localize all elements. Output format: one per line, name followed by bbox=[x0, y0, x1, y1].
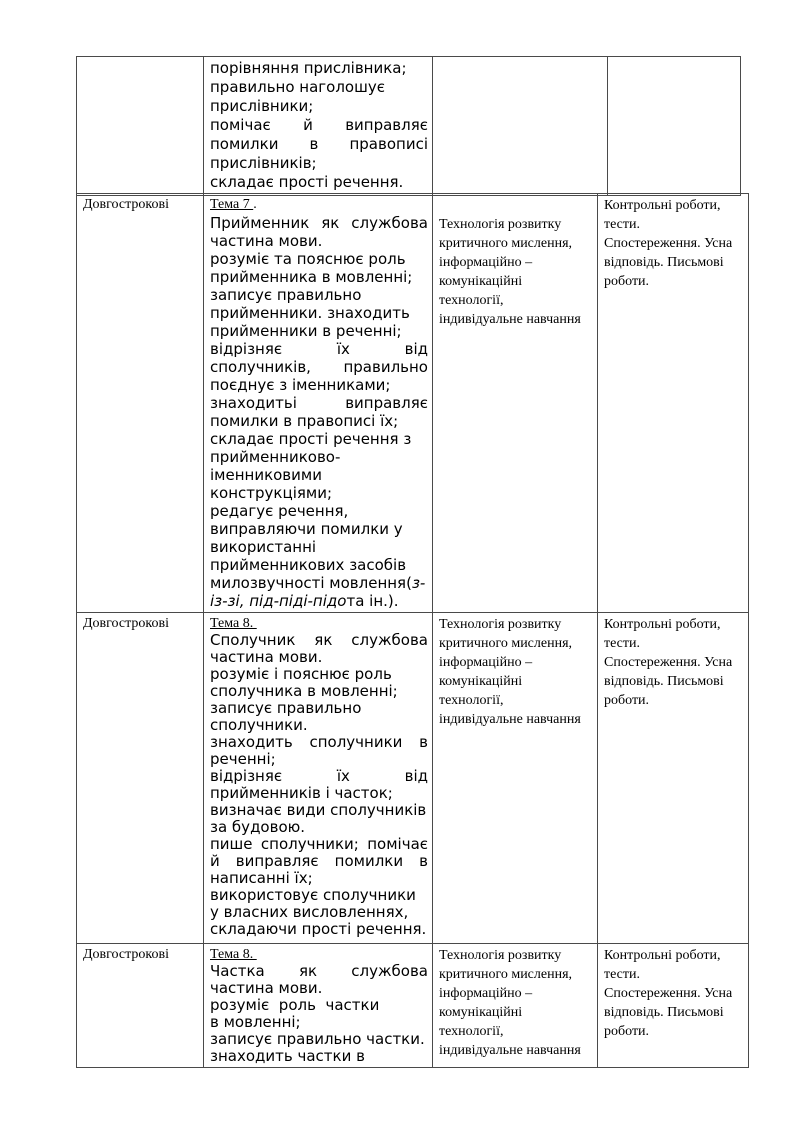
text-segment: написанні їх; bbox=[210, 869, 313, 887]
text-line: Контрольні роботи, bbox=[604, 617, 721, 632]
text-line: роботи. bbox=[604, 1024, 650, 1039]
cell-assessment bbox=[598, 944, 749, 1068]
text-segment: записує правильно частки. bbox=[210, 1030, 425, 1048]
text-segment: редагує речення, bbox=[210, 502, 349, 520]
text-line: технології, bbox=[439, 693, 504, 708]
text-line bbox=[210, 734, 428, 751]
text-line bbox=[210, 870, 428, 887]
text-line bbox=[210, 751, 428, 768]
text-segment: порівняння прислівника; bbox=[210, 59, 407, 77]
table-row bbox=[77, 944, 749, 1068]
text-line bbox=[210, 154, 428, 173]
text-line: Спостереження. Усна bbox=[604, 236, 733, 251]
activity-type-label: Довгострокові bbox=[83, 947, 169, 962]
cell-learning-outcomes bbox=[204, 613, 433, 944]
text-line: Технологія розвитку bbox=[439, 217, 562, 232]
text-segment: складаючи прості речення. bbox=[210, 920, 427, 938]
theme-title bbox=[210, 196, 428, 214]
text-segment: із-зі, під-піді-підо bbox=[210, 592, 347, 610]
text-segment: реченні; bbox=[210, 750, 276, 768]
cell-assessment bbox=[598, 194, 749, 613]
text-segment: помилки в правописі їх; bbox=[210, 412, 399, 430]
text-segment: використовує сполучники bbox=[210, 886, 416, 904]
text-line bbox=[210, 632, 428, 649]
text-segment: розуміє і пояснює роль bbox=[210, 665, 392, 683]
text-line: Технологія розвитку bbox=[439, 617, 562, 632]
text-segment: записує правильно bbox=[210, 699, 362, 717]
text-line: комунікаційні bbox=[439, 274, 523, 289]
text-segment: й виправляє помилки в bbox=[210, 852, 428, 870]
table-row bbox=[77, 194, 749, 613]
text-segment: прийменника в мовленні; bbox=[210, 268, 413, 286]
activity-type-label: Довгострокові bbox=[83, 197, 169, 212]
text-line: відповідь. Письмові bbox=[604, 255, 724, 270]
text-line bbox=[210, 286, 428, 304]
text-segment: з- bbox=[411, 574, 426, 592]
text-line: Контрольні роботи, bbox=[604, 948, 721, 963]
text-line bbox=[210, 717, 428, 734]
text-line bbox=[210, 59, 428, 78]
text-segment: сполучники. bbox=[210, 716, 308, 734]
text-line bbox=[210, 250, 428, 268]
cell-assessment bbox=[598, 613, 749, 944]
text-segment: конструкціями; bbox=[210, 484, 333, 502]
text-segment: знаходить частки в bbox=[210, 1047, 365, 1065]
text-line bbox=[210, 358, 428, 376]
text-line: відповідь. Письмові bbox=[604, 674, 724, 689]
text-line bbox=[210, 921, 428, 938]
text-segment: у власних висловленнях, bbox=[210, 903, 409, 921]
text-segment: прислівники; bbox=[210, 97, 314, 115]
text-line: відповідь. Письмові bbox=[604, 1005, 724, 1020]
text-line: тести. bbox=[604, 217, 641, 232]
text-line: комунікаційні bbox=[439, 1005, 523, 1020]
text-segment: частина мови. bbox=[210, 232, 323, 250]
text-line: Технологія розвитку bbox=[439, 948, 562, 963]
curriculum-table-continuation bbox=[76, 56, 741, 196]
text-segment: знаходитьі виправляє bbox=[210, 394, 428, 412]
text-line bbox=[210, 785, 428, 802]
text-segment: складає прості речення з bbox=[210, 430, 412, 448]
cell-technologies bbox=[433, 194, 598, 613]
text-line bbox=[210, 980, 428, 997]
text-line: тести. bbox=[604, 967, 641, 982]
theme-title bbox=[210, 615, 428, 632]
text-line: технології, bbox=[439, 293, 504, 308]
text-line bbox=[210, 666, 428, 683]
text-line bbox=[210, 448, 428, 466]
text-line bbox=[210, 836, 428, 853]
text-segment: поєднує з іменниками; bbox=[210, 376, 391, 394]
text-segment: виправляючи помилки у bbox=[210, 520, 403, 538]
cell-activity-type bbox=[77, 613, 204, 944]
text-line bbox=[439, 196, 593, 215]
text-segment: прийменники. знаходить bbox=[210, 304, 410, 322]
text-line: Контрольні роботи, bbox=[604, 198, 721, 213]
text-line bbox=[210, 1014, 428, 1031]
text-segment: розуміє та пояснює роль bbox=[210, 250, 406, 268]
cell-learning-outcomes bbox=[204, 194, 433, 613]
text-segment: використанні bbox=[210, 538, 317, 556]
text-line bbox=[210, 963, 428, 980]
text-line bbox=[210, 649, 428, 666]
text-line: критичного мислення, bbox=[439, 236, 573, 251]
text-segment: за будовою. bbox=[210, 818, 306, 836]
text-line bbox=[210, 484, 428, 502]
text-line: критичного мислення, bbox=[439, 636, 573, 651]
text-line: комунікаційні bbox=[439, 674, 523, 689]
text-line bbox=[210, 683, 428, 700]
text-line: індивідуальне навчання bbox=[439, 712, 581, 727]
text-line bbox=[210, 268, 428, 286]
text-segment: відрізняє їх від bbox=[210, 340, 428, 358]
text-segment: Тема 7 bbox=[210, 197, 254, 212]
text-segment: в мовленні; bbox=[210, 1013, 301, 1031]
cell-activity-type bbox=[77, 194, 204, 613]
text-segment: розуміє роль частки bbox=[210, 996, 380, 1014]
text-line bbox=[210, 520, 428, 538]
text-line: роботи. bbox=[604, 274, 650, 289]
text-segment: складає прості речення. bbox=[210, 173, 404, 191]
text-segment: визначає види сполучників bbox=[210, 801, 427, 819]
text-line: інформаційно – bbox=[439, 255, 533, 270]
table-row bbox=[77, 613, 749, 944]
text-line bbox=[210, 1048, 428, 1065]
cell-learning-outcomes bbox=[204, 57, 433, 196]
text-line bbox=[210, 592, 428, 610]
text-line bbox=[210, 78, 428, 97]
text-segment: милозвучності мовлення( bbox=[210, 574, 412, 592]
text-line bbox=[210, 214, 428, 232]
text-segment: іменниковими bbox=[210, 466, 322, 484]
text-line bbox=[210, 304, 428, 322]
text-segment: прийменниково- bbox=[210, 448, 341, 466]
text-line: інформаційно – bbox=[439, 986, 533, 1001]
text-line bbox=[210, 853, 428, 870]
text-line: технології, bbox=[439, 1024, 504, 1039]
text-line bbox=[210, 700, 428, 717]
text-line bbox=[210, 97, 428, 116]
cell-technologies bbox=[433, 57, 608, 196]
text-segment: Прийменник як службова bbox=[210, 214, 428, 232]
text-line bbox=[210, 340, 428, 358]
text-line: інформаційно – bbox=[439, 655, 533, 670]
text-line bbox=[210, 394, 428, 412]
text-segment: частина мови. bbox=[210, 979, 323, 997]
text-line bbox=[210, 232, 428, 250]
cell-assessment bbox=[608, 57, 741, 196]
activity-type-label: Довгострокові bbox=[83, 616, 169, 631]
theme-title bbox=[210, 946, 428, 963]
text-line: Спостереження. Усна bbox=[604, 986, 733, 1001]
text-segment: Частка як службова bbox=[210, 962, 428, 980]
text-line bbox=[210, 819, 428, 836]
text-line bbox=[210, 768, 428, 785]
text-line bbox=[210, 116, 428, 135]
text-segment: сполучника в мовленні; bbox=[210, 682, 398, 700]
text-segment: прийменники в реченні; bbox=[210, 322, 402, 340]
text-segment: відрізняє їх від bbox=[210, 767, 428, 785]
text-segment: знаходить сполучники в bbox=[210, 733, 428, 751]
text-line bbox=[210, 574, 428, 592]
text-line bbox=[210, 322, 428, 340]
text-line: Спостереження. Усна bbox=[604, 655, 733, 670]
text-segment: прислівників; bbox=[210, 154, 317, 172]
text-line bbox=[210, 466, 428, 484]
text-segment: Сполучник як службова bbox=[210, 631, 428, 649]
text-line bbox=[210, 802, 428, 819]
text-segment: прийменникових засобів bbox=[210, 556, 407, 574]
text-line: індивідуальне навчання bbox=[439, 1043, 581, 1058]
text-line bbox=[210, 887, 428, 904]
text-line: індивідуальне навчання bbox=[439, 312, 581, 327]
text-segment: пише сполучники; помічає bbox=[210, 835, 428, 853]
text-line bbox=[210, 1031, 428, 1048]
text-segment: Тема 8. bbox=[210, 947, 257, 962]
text-line bbox=[210, 173, 428, 192]
text-segment: частина мови. bbox=[210, 648, 323, 666]
text-segment: прийменників і часток; bbox=[210, 784, 393, 802]
cell-learning-outcomes bbox=[204, 944, 433, 1068]
text-line bbox=[210, 502, 428, 520]
curriculum-table bbox=[76, 193, 749, 1068]
text-segment: помічає й виправляє bbox=[210, 116, 428, 134]
text-line bbox=[210, 538, 428, 556]
text-segment: правильно наголошує bbox=[210, 78, 385, 96]
text-line bbox=[210, 135, 428, 154]
table-row bbox=[77, 57, 741, 196]
text-line: тести. bbox=[604, 636, 641, 651]
text-segment: помилки в правописі bbox=[210, 135, 428, 153]
text-segment: сполучників, правильно bbox=[210, 358, 428, 376]
text-line: роботи. bbox=[604, 693, 650, 708]
text-line bbox=[210, 412, 428, 430]
cell-technologies bbox=[433, 944, 598, 1068]
text-segment: . bbox=[253, 197, 257, 212]
text-line: критичного мислення, bbox=[439, 967, 573, 982]
cell-activity-type bbox=[77, 57, 204, 196]
text-line bbox=[210, 556, 428, 574]
text-line bbox=[210, 904, 428, 921]
cell-technologies bbox=[433, 613, 598, 944]
text-segment: записує правильно bbox=[210, 286, 362, 304]
text-line bbox=[210, 997, 428, 1014]
text-line bbox=[210, 376, 428, 394]
text-segment: та ін.). bbox=[346, 592, 399, 610]
text-line bbox=[210, 430, 428, 448]
cell-activity-type bbox=[77, 944, 204, 1068]
text-segment: Тема 8. bbox=[210, 616, 257, 631]
